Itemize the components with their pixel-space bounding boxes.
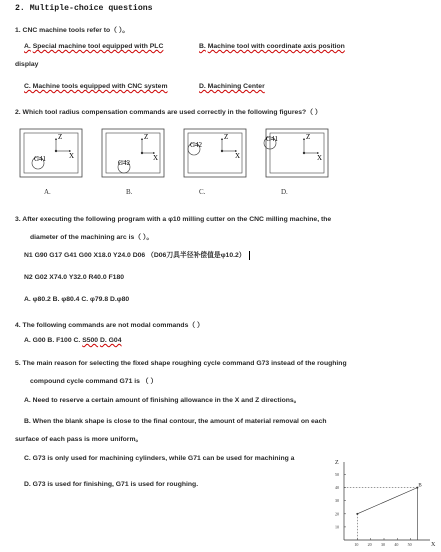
- figure-a-axis-x: X: [69, 152, 75, 160]
- y-tick-label: 40: [335, 485, 339, 491]
- point-b-label: B: [418, 483, 422, 489]
- question-2-stem: [15, 106, 322, 116]
- question-5-option-c: C. G73 is only used for machining cylinders, while G71 can be used for machining a: [24, 455, 295, 462]
- figure-b-letter: B.: [126, 188, 133, 196]
- series-line: [357, 488, 417, 514]
- figure-d-axis-z: Z: [306, 133, 311, 141]
- question-5-option-b-line2: surface of each pass is more uniform。: [15, 436, 143, 443]
- q1-option-b-continuation: display: [15, 61, 39, 68]
- question-3-program-line2: N2 G02 X74.0 Y32.0 R40.0 F180: [24, 274, 125, 281]
- q1-option-b-letter: B.: [199, 43, 206, 50]
- question-5-stem-line2: compound cycle command G71 is （ ）: [30, 378, 158, 385]
- question-3-program-line1: N1 G90 G17 G41 G00 X18.0 Y24.0 D06 （D06刀具半径补偿值是φ10.2）: [24, 249, 250, 260]
- x-axis-label: X: [431, 542, 436, 548]
- question-5-option-d: D. G73 is used for finishing, G71 is used for roughing.: [24, 481, 199, 488]
- figure-d-axis-x: X: [317, 154, 323, 162]
- figure-d-letter: D.: [281, 188, 288, 196]
- figure-b-code: G42: [118, 159, 131, 167]
- figure-c-axis-x: X: [235, 152, 241, 160]
- question-5-stem-line1: 5. The main reason for selecting the fixed shape roughing cycle command G73 instead of the roughing: [15, 360, 347, 367]
- q4-option-c-value: S500: [82, 337, 99, 344]
- x-tick-label: 30: [381, 542, 385, 547]
- figure-b-axis-x: X: [153, 154, 159, 162]
- figure-d: [264, 129, 328, 177]
- question-5-option-b-line1: B. When the blank shape is close to the final contour, the amount of material removal on each: [24, 418, 327, 425]
- text-cursor: [249, 251, 250, 260]
- y-tick-label: 10: [335, 524, 339, 530]
- y-tick-label: 50: [335, 472, 339, 478]
- x-tick-label: 10: [354, 542, 359, 547]
- figure-c-code: G42: [190, 141, 203, 149]
- y-axis-label: Z: [335, 460, 339, 466]
- q1-option-d: D. Machining Center: [199, 83, 265, 90]
- series-point: [356, 513, 358, 515]
- g73-path-chart: [330, 454, 434, 550]
- q1-option-a-letter: A.: [24, 43, 31, 50]
- figure-d-code: G41: [266, 135, 279, 143]
- figure-b-axis-z: Z: [144, 133, 149, 141]
- figure-a-axis-z: Z: [58, 133, 63, 141]
- q4-option-d: D. G04: [99, 337, 122, 344]
- x-tick-label: 20: [367, 542, 372, 547]
- tool-compensation-figures: [18, 127, 338, 183]
- question-5-option-a: A. Need to reserve a certain amount of finishing allowance in the X and Z directions。: [24, 397, 301, 404]
- figure-a-code: G41: [34, 155, 47, 163]
- q1-option-a: [24, 43, 163, 50]
- question-2-text: 2. Which tool radius compensation commands are used correctly in the following figures?: [15, 109, 307, 116]
- x-tick-label: 40: [394, 542, 399, 547]
- question-1-stem: 1. CNC machine tools refer to（ ）。: [15, 27, 130, 34]
- q1-option-a-text: Special machine tool equipped with PLC: [32, 43, 164, 50]
- question-3-stem-line2: diameter of the machining arc is（ ）。: [30, 234, 154, 241]
- figure-b: [102, 129, 164, 177]
- section-title: 2. Multiple-choice questions: [15, 4, 153, 13]
- question-3-options: A. φ80.2 B. φ80.4 C. φ79.8 D.φ80: [24, 296, 130, 303]
- question-2-answer-paren: （ ）: [306, 109, 322, 116]
- y-tick-label: 30: [335, 498, 339, 504]
- figure-c-letter: C.: [199, 188, 206, 196]
- question-4-stem: 4. The following commands are not modal commands（ ）: [15, 322, 204, 329]
- q1-option-c: C. Machine tools equipped with CNC system: [24, 83, 168, 90]
- question-3-stem-line1: 3. After executing the following program with a φ10 milling cutter on the CNC milling machine, the: [15, 216, 332, 223]
- q1-option-b-text: Machine tool with coordinate axis position: [207, 43, 345, 50]
- y-tick-label: 20: [335, 511, 339, 517]
- question-4-options: A. G00 B. F100 C. S500 D. G04: [24, 337, 122, 344]
- figure-c-axis-z: Z: [224, 133, 229, 141]
- q1-option-b: [199, 43, 345, 50]
- x-tick-label: 50: [407, 542, 412, 547]
- figure-a: [20, 129, 82, 177]
- figure-c: [184, 129, 246, 177]
- figure-a-letter: A.: [44, 188, 51, 196]
